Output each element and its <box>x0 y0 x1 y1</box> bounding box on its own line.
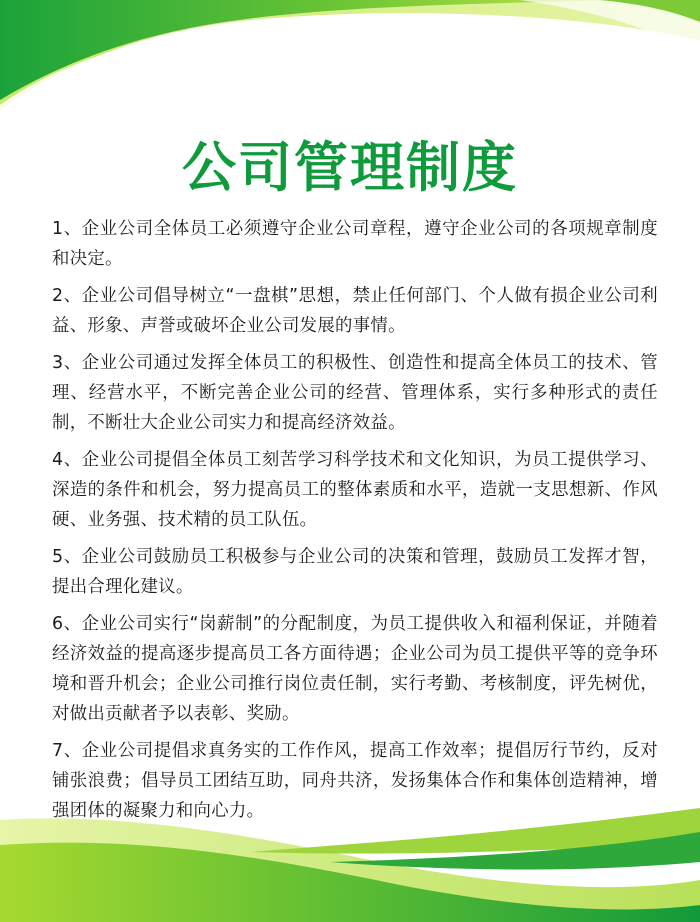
rules-list <box>52 214 658 833</box>
rule-paragraph: 5、企业公司鼓励员工积极参与企业公司的决策和管理，鼓励员工发挥才智，提出合理化建议。 <box>52 547 658 597</box>
page-title: 公司管理制度 <box>182 136 518 199</box>
rule-paragraph: 2、企业公司倡导树立“一盘棋”思想，禁止任何部门、个人做有损企业公司利益、形象、声誉或破坏企业公司发展的事情。 <box>52 286 658 336</box>
rule-paragraph: 6、企业公司实行“岗薪制”的分配制度，为员工提供收入和福利保证，并随着经济效益的提高逐步提高员工各方面待遇；企业公司为员工提供平等的竞争环境和晋升机会；企业公司推行岗位责任制，实行考勤、考核制度，评先树优，对做出贡献者予以表彰、奖励。 <box>52 614 658 724</box>
rule-paragraph: 7、企业公司提倡求真务实的工作作风，提高工作效率；提倡厉行节约，反对铺张浪费；倡导员工团结互助，同舟共济，发扬集体合作和集体创造精神，增强团体的凝聚力和向心力。 <box>52 741 658 821</box>
rule-paragraph: 1、企业公司全体员工必须遵守企业公司章程，遵守企业公司的各项规章制度和决定。 <box>52 219 658 269</box>
rule-paragraph: 3、企业公司通过发挥全体员工的积极性、创造性和提高全体员工的技术、管理、经营水平，不断完善企业公司的经营、管理体系，实行多种形式的责任制，不断壮大企业公司实力和提高经济效益。 <box>52 353 658 433</box>
rule-paragraph: 4、企业公司提倡全体员工刻苦学习科学技术和文化知识，为员工提供学习、深造的条件和机会，努力提高员工的整体素质和水平，造就一支思想新、作风硬、业务强、技术精的员工队伍。 <box>52 450 658 530</box>
